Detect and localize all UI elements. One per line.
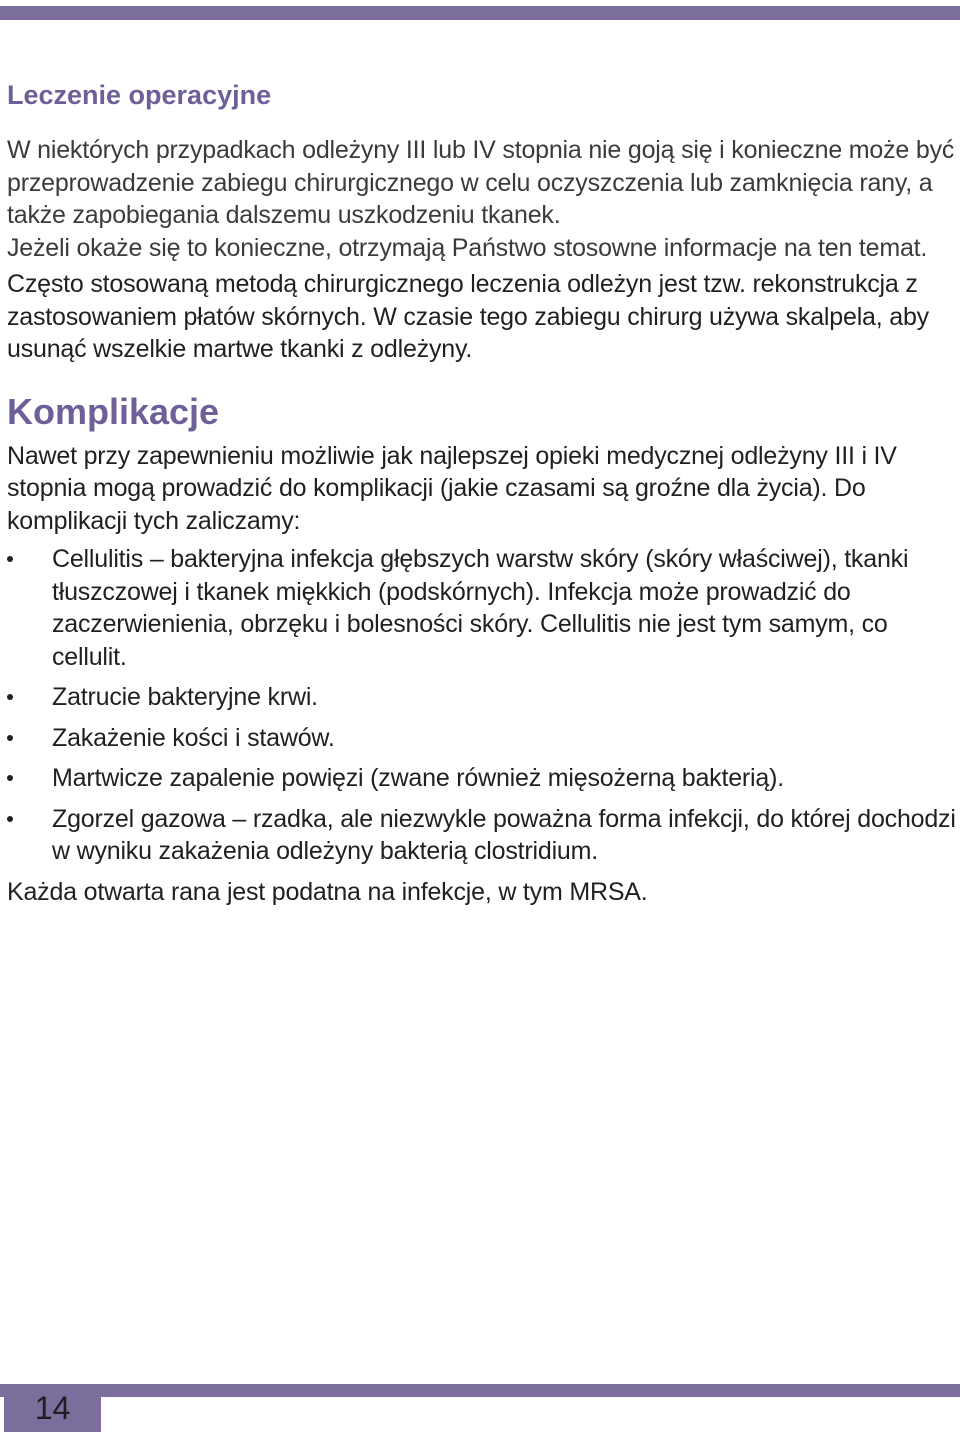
paragraph-complications-intro: Nawet przy zapewnieniu możliwie jak najlepszej opieki medycznej odleżyny III i IV stopnia mogą prowadzić do komplikacji (jakie czasami są groźne dla życia). Do komplikacji tych zaliczamy:: [7, 441, 897, 535]
page-content: [7, 78, 957, 908]
page-number: 14: [4, 1384, 101, 1432]
list-item-text: Zakażenie kości i stawów.: [52, 723, 335, 752]
complications-list: [7, 543, 957, 868]
top-decorative-bar: [0, 6, 960, 20]
list-item: [7, 681, 957, 714]
section-heading-surgical-treatment: Leczenie operacyjne: [7, 80, 272, 110]
paragraph-surgery-intro: W niektórych przypadkach odleżyny III lub IV stopnia nie goją się i konieczne może być przeprowadzenie zabiegu chirurgicznego w celu oczyszczenia lub zamknięcia rany, a także zapobiegania dalszemu uszkodzeniu tkanek.: [7, 136, 955, 229]
list-item: [7, 543, 957, 673]
list-item-text: Martwicze zapalenie powięzi (zwane również mięsożerną bakterią).: [52, 764, 784, 792]
list-item: [7, 722, 957, 755]
paragraph-surgery-method: Często stosowaną metodą chirurgicznego leczenia odleżyn jest tzw. rekonstrukcja z zastosowaniem płatów skórnych. W czasie tego zabiegu chirurg używa skalpela, aby usunąć wszelkie martwe tkanki z odleżyny.: [7, 270, 929, 363]
bullet-icon: [7, 694, 13, 700]
section-heading-complications: Komplikacje: [7, 390, 220, 432]
bullet-icon: [7, 556, 13, 562]
list-item: [7, 803, 957, 868]
list-item: [7, 762, 957, 795]
list-item-text: Cellulitis – bakteryjna infekcja głębszych warstw skóry (skóry właściwej), tkanki tłuszczowej i tkanek miękkich (podskórnych). Infekcja może prowadzić do zaczerwienienia, obrzęku i bolesności skóry. Cellulitis nie jest tym samym, co cellulit.: [52, 545, 909, 671]
list-item-text: Zatrucie bakteryjne krwi.: [52, 683, 318, 711]
list-item-text: Zgorzel gazowa – rzadka, ale niezwykle poważna forma infekcji, do której dochodzi w wyniku zakażenia odleżyny bakterią clostridium.: [52, 804, 956, 865]
bullet-icon: [7, 775, 13, 781]
bullet-icon: [7, 816, 13, 822]
paragraph-closing: Każda otwarta rana jest podatna na infekcje, w tym MRSA.: [7, 877, 648, 906]
paragraph-surgery-info: Jeżeli okaże się to konieczne, otrzymają Państwo stosowne informacje na ten temat.: [7, 233, 928, 262]
bottom-decorative-bar: [0, 1384, 960, 1397]
bullet-icon: [7, 735, 13, 741]
